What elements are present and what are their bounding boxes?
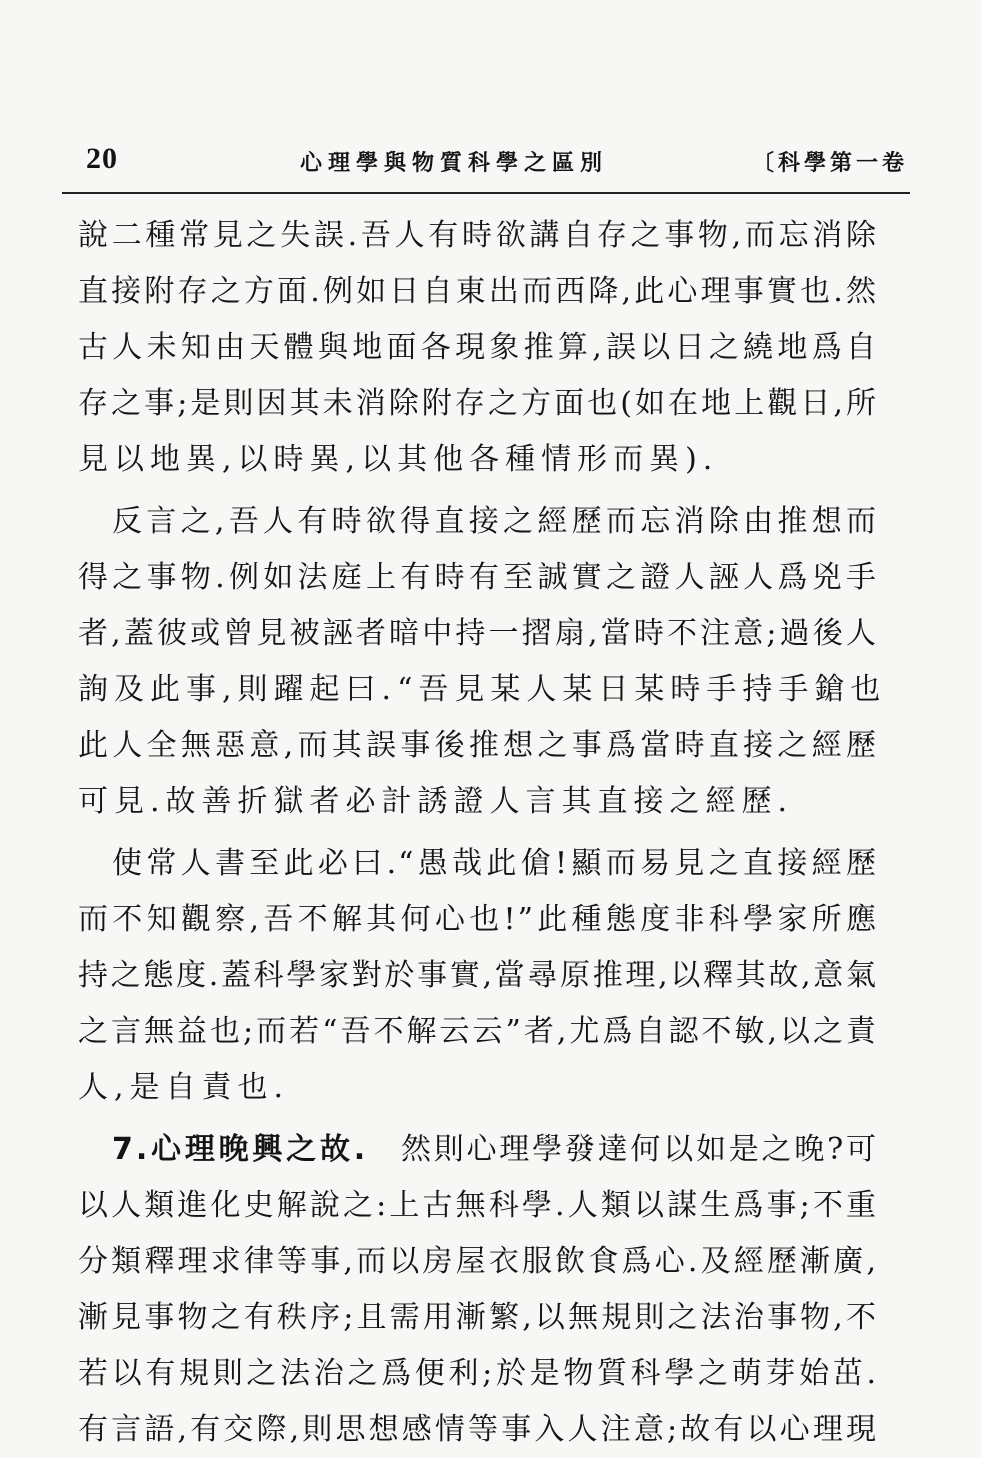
text-run: 然則心理學發達何以如是之晚?可	[400, 1132, 878, 1167]
header-rule	[62, 192, 910, 194]
text-line: 以人類進化史解說之:上古無科學.人類以謀生爲事;不重	[78, 1188, 878, 1223]
text-line: 漸見事物之有秩序;且需用漸繁,以無規則之法治事物,不	[78, 1300, 878, 1335]
text-line: 有言語,有交際,則思想感情等事入人注意;故有以心理現	[78, 1412, 878, 1447]
text-line	[78, 1122, 878, 1178]
text-line: 存之事;是則因其未消除附存之方面也(如在地上觀日,所	[78, 386, 878, 421]
text-line: 者,蓋彼或曾見被誣者暗中持一摺扇,當時不注意;過後人	[78, 616, 878, 651]
text-line: 可見.故善折獄者必計誘證人言其直接之經歷.	[78, 784, 794, 819]
text-line: 得之事物.例如法庭上有時有至誠實之證人誣人爲兇手	[78, 560, 878, 595]
text-line: 見以地異,以時異,以其他各種情形而異).	[78, 442, 719, 477]
text-line: 而不知觀察,吾不解其何心也!”此種態度非科學家所應	[78, 902, 878, 937]
running-title: 心理學與物質科學之區別	[300, 151, 609, 176]
text-line: 此人全無惡意,而其誤事後推想之事爲當時直接之經歷	[78, 728, 878, 763]
paragraph-1	[78, 208, 878, 488]
text-line: 直接附存之方面.例如日自東出而西降,此心理事實也.然	[78, 274, 878, 309]
text-line: 分類釋理求律等事,而以房屋衣服飲食爲心.及經歷漸廣,	[78, 1244, 878, 1279]
text-line: 詢及此事,則躍起曰.“吾見某人某日某時手持手鎗也	[78, 672, 887, 707]
section-label: 〔科學第一卷	[752, 151, 909, 176]
text-line: 之言無益也;而若“吾不解云云”者,尤爲自認不敏,以之責	[78, 1014, 878, 1049]
paragraph-2	[78, 494, 887, 830]
text-line: 持之態度.蓋科學家對於事實,當尋原推理,以釋其故,意氣	[78, 958, 878, 993]
text-line: 人,是自責也.	[78, 1070, 290, 1105]
text-line: 若以有規則之法治之爲便利;於是物質科學之萌芽始茁.	[78, 1356, 878, 1391]
page-header	[62, 140, 910, 188]
text-line: 反言之,吾人有時欲得直接之經歷而忘消除由推想而	[112, 504, 878, 539]
paragraph-3	[78, 836, 878, 1116]
section-heading: 7.心理晚興之故.	[112, 1132, 369, 1167]
text-line: 使常人書至此必曰.“愚哉此傖!顯而易見之直接經歷	[112, 846, 878, 881]
text-line: 說二種常見之失誤.吾人有時欲講自存之事物,而忘消除	[78, 218, 878, 253]
page-number: 20	[86, 142, 118, 175]
text-line: 古人未知由天體與地面各現象推算,誤以日之繞地爲自	[78, 330, 878, 365]
body-text	[78, 208, 887, 1458]
paragraph-4	[78, 1122, 878, 1458]
